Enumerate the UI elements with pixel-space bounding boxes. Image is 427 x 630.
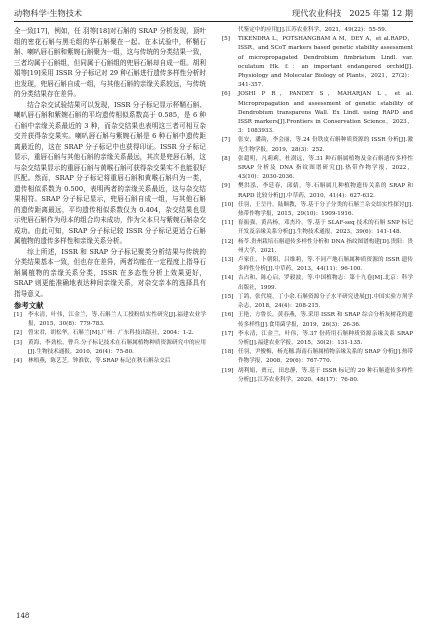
reference-item bbox=[222, 182, 413, 200]
reference-item bbox=[14, 339, 206, 357]
reference-item bbox=[222, 348, 413, 366]
reference-text: 林梧燕，陈艺芝，钟淮钦，等.SRAP 标记在秋石斛杂交后 bbox=[28, 358, 171, 365]
reference-text: 崔振强，黄昌杨，邓杰玲，等.基于 SLAF-seq 技术的石斛 SNP 标记开发及亲缘关系分析[J].生物技术通报，2023，39(6)：141-148. bbox=[238, 220, 413, 236]
reference-item bbox=[14, 329, 206, 338]
reference-number: [12] bbox=[222, 238, 234, 245]
reference-text: 杨苓.贵州栽培石斛遗传多样性分析和 DNA 指纹图谱构建[D].贵阳：贵州大学，2021. bbox=[238, 238, 413, 254]
reference-list bbox=[14, 311, 206, 366]
reference-text: 李永清，叶伟，江金兰，等.石斛兰人工授粉结实性研究[J].福建农业学报，2015，30(8)：779-783. bbox=[28, 312, 206, 328]
reference-number: [6] bbox=[222, 91, 230, 98]
reference-text: 张超明，凡莉莉，杜澍远，等.31 种石斛属植物及金石斛遗传多样性 SRAP 分析及 DNA 指纹图谱研究[J].热带作物学报，2022，43(10)：2030-2036. bbox=[238, 155, 413, 181]
reference-text: 曾宋君，胡松华，石斛兰[M].广州：广东科技出版社，2004：1-2. bbox=[28, 330, 194, 337]
reference-number: [19] bbox=[222, 367, 234, 374]
reference-text: 李永清，江金兰，叶伟，等.37 份药用石斛种质资源亲缘关系 SRAP 分析[J].福建农业学报，2015，30(2)：131-135. bbox=[238, 330, 413, 346]
reference-list bbox=[222, 26, 413, 385]
reference-number: [3] bbox=[14, 339, 22, 346]
body-paragraph: 综上所述，ISSR 和 SRAP 分子标记聚类分析结果与传统的分类结果基本一致，但也存在差异，两者均能在一定程度上指导石斛属植物的亲缘关系分类，ISSR 在多态性分析上效果更好，SRAP 则更能准确地表达种间亲缘关系，对杂交亲本的选择具有指导意义。 bbox=[14, 247, 206, 298]
reference-item bbox=[222, 274, 413, 292]
reference-item bbox=[222, 330, 413, 348]
reference-number: [15] bbox=[222, 293, 234, 300]
reference-item bbox=[14, 311, 206, 329]
reference-number: [17] bbox=[222, 330, 234, 337]
page-number: 148 bbox=[16, 612, 30, 620]
reference-number: [5] bbox=[222, 36, 230, 43]
reference-number: [16] bbox=[222, 312, 234, 319]
reference-number: [14] bbox=[222, 275, 234, 282]
reference-number: [9] bbox=[222, 183, 230, 190]
reference-number: [8] bbox=[222, 155, 230, 162]
reference-item bbox=[222, 367, 413, 385]
reference-item bbox=[222, 256, 413, 274]
reference-text: 任羽，尹俊梅，杨光穗.海南石斛属植物亲缘关系的 SRAP 分析[J].热带作物学报，2008，29(6)：767-770. bbox=[238, 349, 414, 365]
reference-number: [10] bbox=[222, 201, 234, 208]
body-paragraph: 全一致[17]，例如，任 羽等[18]对石斛的 SRAP 分析发现，顶叶组的密花石斛与黑毛组的华石斛聚在一起。在本试验中，杯鞘石斛、喇叭唇石斛和紫婉石斛聚为一组，这与传统的分类结果一致，三者均属于石斛组，但同属于石斛组的兜唇石斛却自成一组。胡利娟等[19]采用 ISSR 分子标记对 29 种石斛进行遗传多样性分析时也发现，兜唇石斛自成一组，与其他石斛的亲缘关系较远，与传统的分类结果存在差异。 bbox=[14, 27, 206, 98]
reference-text: 王艳，方鲁长，黄春燕，等.采用 ISSR 和 SRAP 综合分析灰树花的遗传多样性[J].食用菌学报，2019，26(3)：26-36. bbox=[238, 312, 413, 328]
reference-number: [7] bbox=[222, 137, 230, 144]
reference-text: TIKENDRA L，POTSHANGBAM A M，DEY A，et al.RAPD，ISSR，and SCoT markers based genetic stability assessment of micropropagated Dendrobium fimbriatum Lindl. var. oculatum Hk. f.：an important endangered orchid[J]. Physiology and Molecular Biology of Plants，2021，27(2)：341-357. bbox=[238, 36, 413, 89]
reference-text: JOSHI P R，PANDEY S，MAHARJAN L，et al. Micropropagation and assessment of genetic stability of Dendrobium transparens Wall. Ex Lindl. using RAPD and ISSR markers[J].Frontiers in Conservation Science，2023，3：1083933. bbox=[238, 91, 413, 135]
reference-number: [13] bbox=[222, 257, 234, 264]
reference-item bbox=[222, 293, 413, 311]
reference-text: 樊洪泓，李廷春，邱婧，等.石斛属几种植物遗传关系的 SRAP 和 RAPD 比较分析[J].中草药，2010，41(4)：627-632. bbox=[238, 183, 413, 199]
reference-text: 丁鸽，张代境，丁小余.石斛资源分子水平研究进展[J].中国实验方剂学杂志，2018，24(4)：208-215. bbox=[238, 293, 413, 310]
reference-number: [18] bbox=[222, 349, 234, 356]
running-header bbox=[14, 6, 413, 22]
reference-item bbox=[222, 35, 413, 90]
reference-item bbox=[222, 311, 413, 329]
reference-text: 张安，潘韵，李会丽，等.24 份铁皮石斛种质资源的 ISSR 分析[J].激光生物学报，2019，28(3)：252. bbox=[238, 137, 413, 153]
reference-text: 代鉴定中的应用[J].江苏农业科学，2021，49(22)：55-59. bbox=[238, 27, 387, 33]
reference-text: 吉占和，陈心启，罗毅波，等.中国植物志：第十九卷[M].北京：科学出版社，1999. bbox=[238, 275, 413, 291]
body-paragraph: 结合杂交试验结果可以发现，ISSR 分子标记显示杯鞘石斛、喇叭唇石斛和紫婉石斛的平均遗传相似系数高于 0.585，是 6 种石斛中亲缘关系最近的 3 种，而杂交结果也表明这三者可相互杂交并获得杂交果实。喇叭唇石斛与紫婉石斛是 6 种石斛中遗传距离最近的，这在 SRAP 分子标记中也获得印证。ISSR 分子标记显示，重唇石斛与其他石斛的亲缘关系最远，其次是兜唇石斛，这与杂交结果显示的重唇石斛与黄喉石斛可获得杂交果实不也能很好匹配。然而，SRAP 分子标记将重唇石斛和黄喉石斛归为一类，遗传相似系数为 0.500，表明两者的亲缘关系最近，这与杂交结果相符。SRAP 分子标记显示，兜唇石斛自成一组，与其他石斛的遗传距离最远，平均遗传相似系数仅为 0.404，杂交结果也显示兜唇石斛作为母本的组合均未成功，作为父本只与紫婉石斛杂交成功。由此可知，SRAP 分子标记较 ISSR 分子标记更适合石斛属植物的遗传多样性和亲缘关系分析。 bbox=[14, 100, 206, 245]
reference-number: [11] bbox=[222, 220, 234, 227]
reference-item bbox=[222, 238, 413, 256]
reference-item bbox=[222, 219, 413, 237]
reference-number: [1] bbox=[14, 312, 22, 318]
right-column bbox=[222, 26, 413, 385]
reference-item bbox=[222, 136, 413, 154]
reference-text: 卢家仕，卜朝阳，吕维莉，等.不同产地石斛属种质资源的 ISSR 遗传多样性分析[J].中草药，2013，44(11)：96-100. bbox=[238, 257, 413, 273]
left-column bbox=[14, 26, 206, 366]
journal-section: 动物科学·生物技术 bbox=[14, 8, 83, 18]
references-heading: 参考文献 bbox=[14, 301, 44, 310]
reference-number: [4] bbox=[14, 358, 22, 365]
reference-text: 胡利娟，贾元，田忠静，等.基于 ISSR 标记的 29 种石斛遗传多样性分析[J].江苏农业科学，2020，48(17)：76-80. bbox=[238, 367, 413, 383]
reference-text: 任羽，王呈丹，陆顺教，等.基于分子分类的石斛兰杂交结实性探讨[J].热带作物学报，2015，29(10)：1909-1916. bbox=[238, 201, 413, 218]
reference-item bbox=[222, 201, 413, 219]
reference-text: 黄海，李劲松，曹兵.分子标记技术在石斛属植物种质资源研究中的应用[J].生物技术通报，2010，26(4)：75-80. bbox=[28, 339, 206, 355]
reference-item bbox=[222, 155, 413, 183]
reference-number: [2] bbox=[14, 330, 22, 337]
reference-item bbox=[14, 357, 206, 366]
reference-item bbox=[222, 26, 413, 35]
reference-item bbox=[222, 90, 413, 136]
journal-issue: 现代农业科技 2025 年第 12 期 bbox=[292, 8, 413, 18]
